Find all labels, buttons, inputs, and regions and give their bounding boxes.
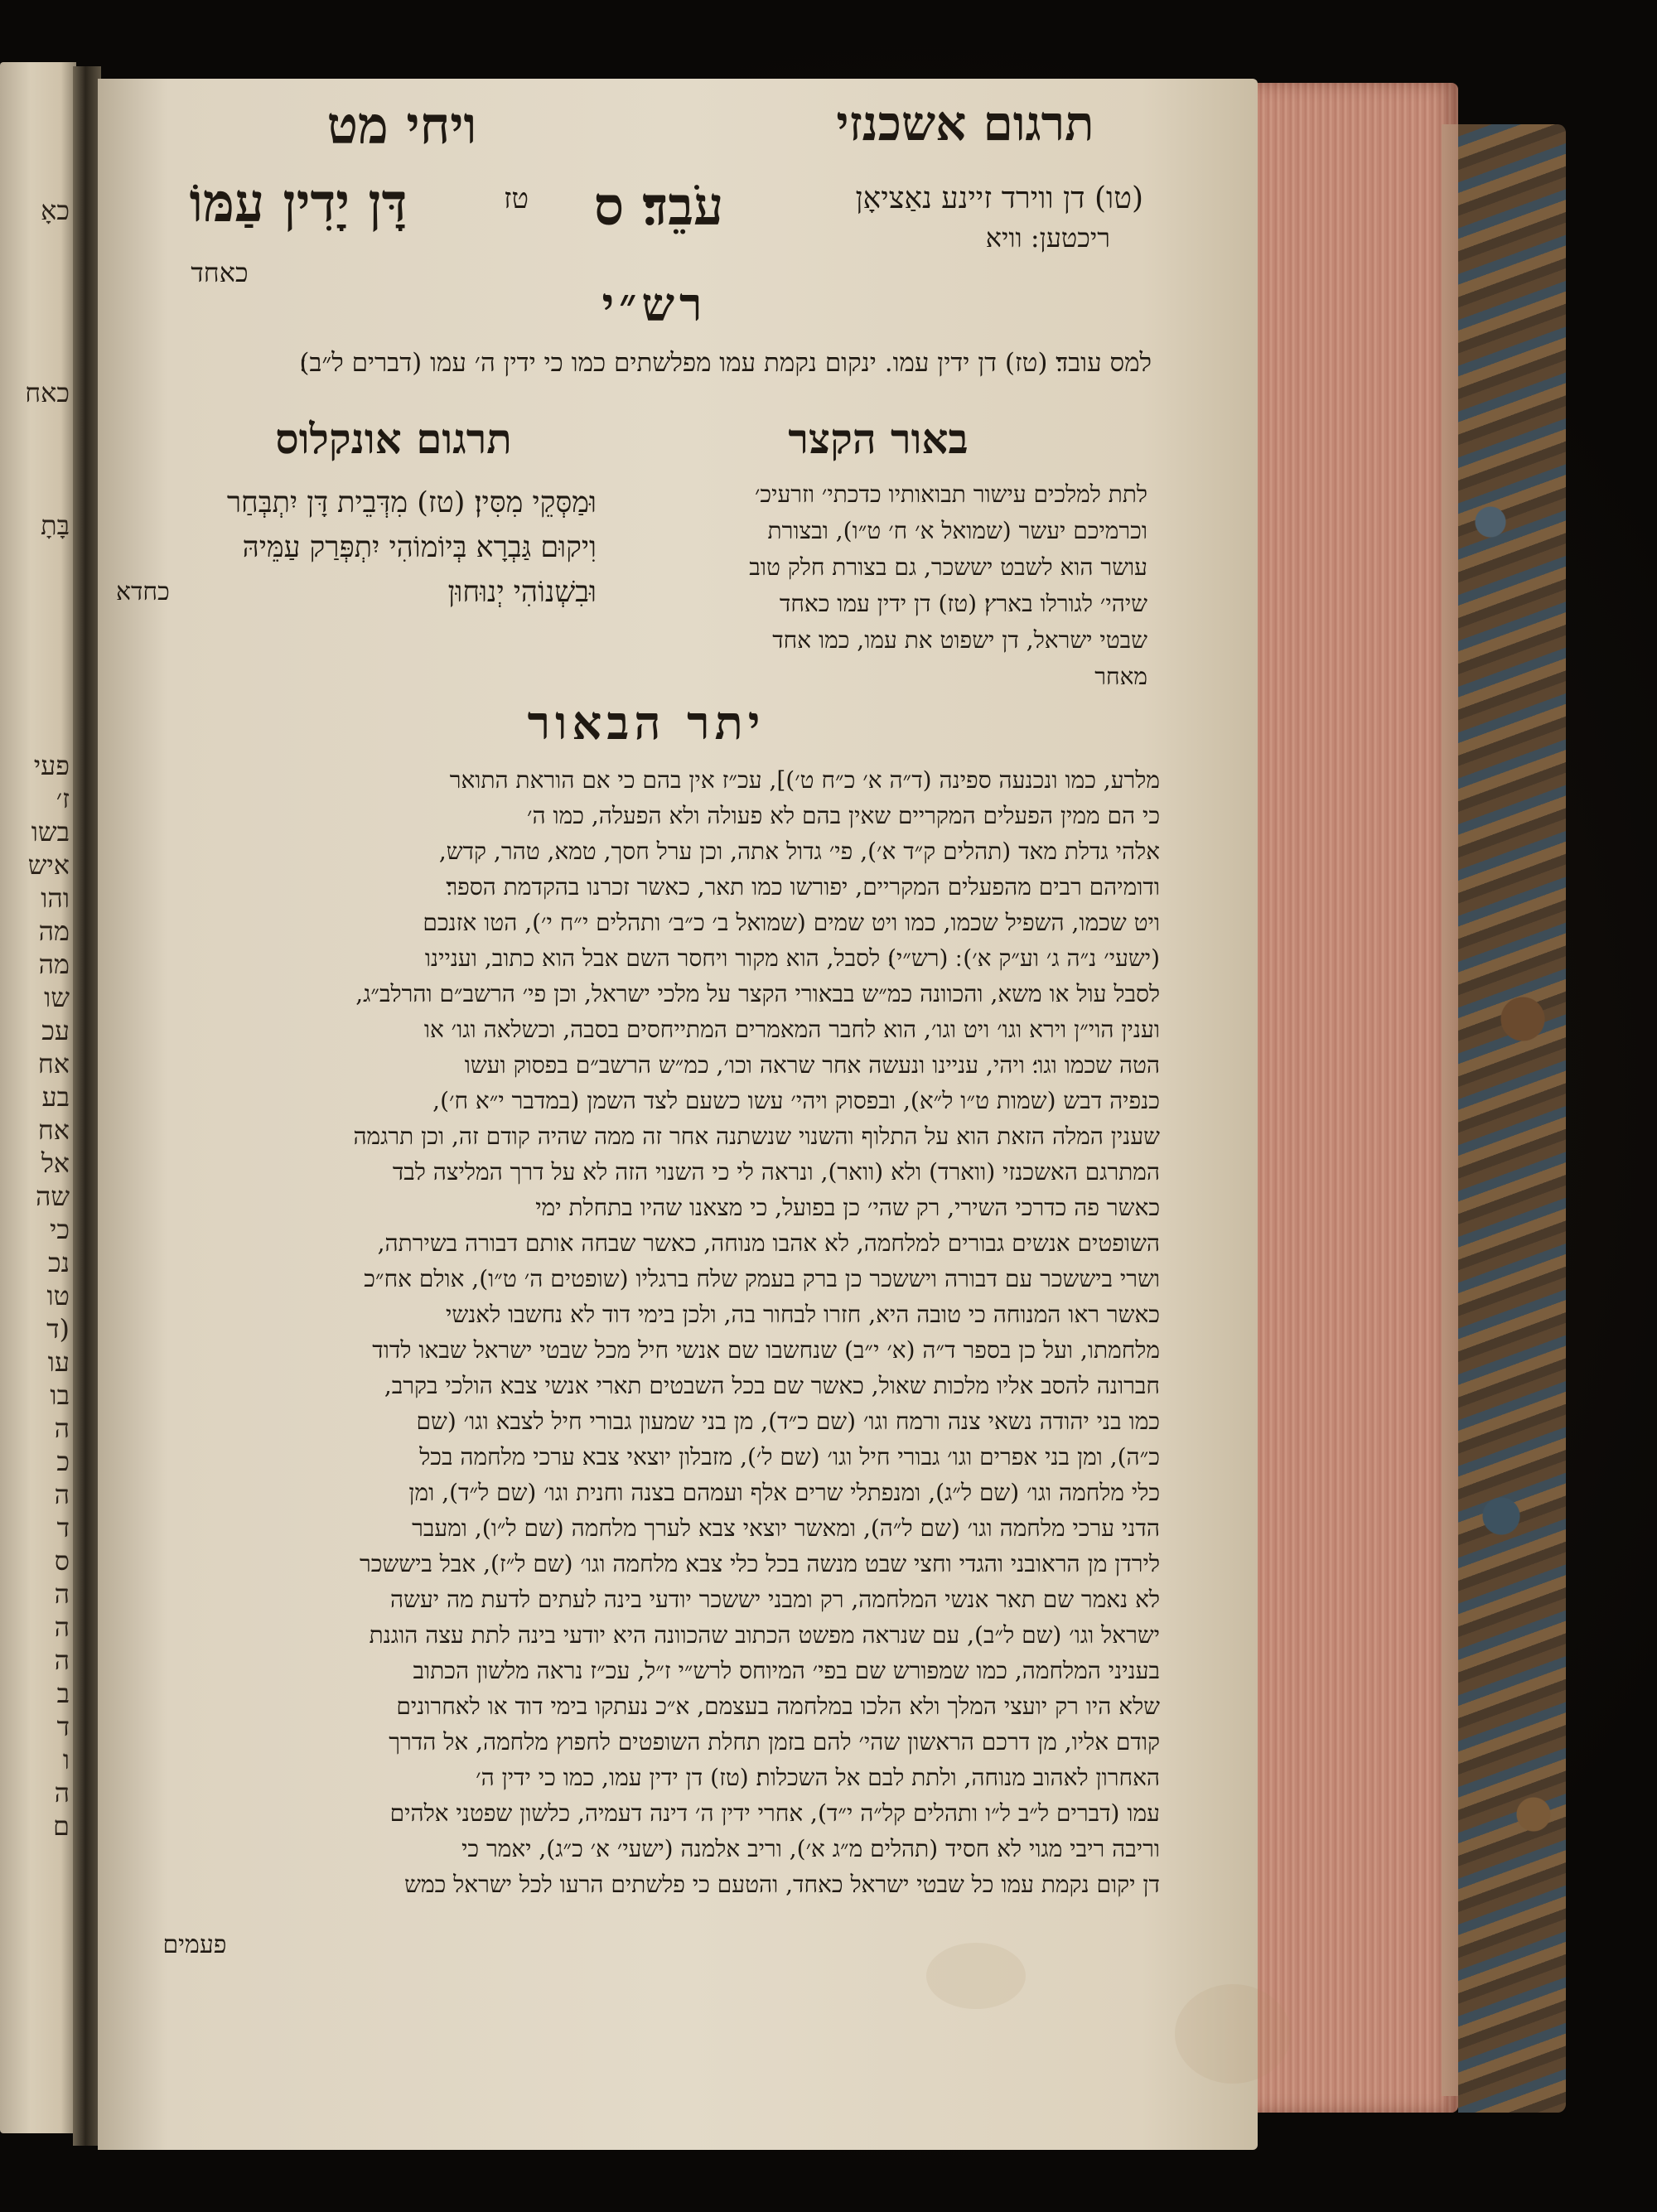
yeter-habiur-line: מלרע, כמו ונכנעה ספינה (ד״ה א׳ כ״ח ט׳)], עכ״ז אין בהם כי אם הוראת התואר — [449, 766, 1160, 794]
left-page-text-fragment: ה — [54, 1578, 70, 1610]
left-page-text-fragment: איש — [27, 849, 70, 881]
biur-katzar-line: שיהי׳ לגורלו בארץ׃ (טז) דן ידין עמו כאחד — [779, 590, 1147, 617]
targum-line-1: וּמַסְּקֵי מִסִּין׃ (טז) מִדְּבֵית דָּן יִתְבְּחַר — [226, 486, 597, 519]
left-page-text-fragment: טו — [46, 1280, 70, 1311]
left-page-text-fragment: ם — [53, 1810, 70, 1842]
yeter-habiur-line: כ״ה), ומן בני אפרים וגו׳ גבורי חיל וגו׳ (שם ל׳), מזבלון יוצאי צבא ערכי מלחמה בכל — [419, 1443, 1160, 1471]
left-page-text-fragment: ב — [56, 1678, 70, 1709]
left-page-text-fragment: ה — [54, 1777, 70, 1809]
verse-hebrew-end: עֹבֵד׃ ס — [593, 176, 724, 238]
left-page-text-fragment: אח — [37, 1048, 70, 1079]
yeter-habiur-line: קודם אליו, מן דרכם הראשון שהי׳ להם בזמן תחלת השופטים לחפוץ מלחמה, אל הדרך — [389, 1728, 1160, 1756]
paper-stain — [926, 1943, 1026, 2009]
left-page-text-fragment: אל — [41, 1147, 70, 1179]
yeter-habiur-line: כמו בני יהודה נשאי צנה ורמח וגו׳ (שם כ״ד), מן בני שמעון גבורי חיל לצבא וגו׳ (שם — [416, 1408, 1160, 1435]
left-page-text-fragment: ד — [56, 1512, 70, 1543]
left-page — [0, 62, 76, 2133]
left-page-text-fragment: שו — [44, 982, 70, 1013]
biur-katzar-line: עושר הוא לשבט יששכר, גם בצורת חלק טוב — [749, 553, 1147, 581]
left-page-text-fragment: עכ — [41, 1015, 70, 1046]
yeter-habiur-line: כנפיה דבש (שמות ט״ו ל״א), ובפסוק ויהי׳ עשו כשעם לצד השמן (במדבר י״א ח׳), — [432, 1087, 1160, 1114]
biur-katzar-line: לתת למלכים עישור תבואותיו כדכתי׳ וזרעיכ׳ — [754, 481, 1147, 508]
left-page-text-fragment: עו — [47, 1346, 70, 1378]
yeter-habiur-line: ושרי ביששכר עם דבורה ויששכר כן ברק בעמק שלח ברגליו (שופטים ה׳ ט״ו), אולם אח״כ — [364, 1265, 1160, 1292]
left-page-text-fragment: והו — [41, 882, 70, 914]
targum-onkelos-text — [116, 481, 597, 615]
yeter-habiur-text — [112, 762, 1160, 1902]
left-page-text-fragment: אח — [37, 1114, 70, 1146]
left-page-text-fragment: מה — [38, 949, 70, 980]
left-page-text-fragment: ה — [54, 1611, 70, 1643]
yeter-habiur-line: כי הם ממין הפעלים המקריים שאין בהם לא פעולה ולא הפעלה, כמו ה׳ — [527, 802, 1160, 829]
yeter-habiur-line: ישראל וגו׳ (שם ל״ב), עם שנראה מפשט הכתוב שהכוונה היא יודעי בינה לתת עצה הוגנת — [369, 1621, 1160, 1649]
yeter-habiur-line: (ישעי׳ נ״ה ג׳ וע״ק א׳) ׃ (רש״י)׃ לסבל, הוא מקור ויחסר השם אבל הוא כתוב, ועניינו — [424, 944, 1160, 972]
left-page-text-fragment: ז׳ — [56, 783, 70, 814]
yeter-habiur-line: לסבל עול או משא, והכוונה כמ״ש בבאורי הקצר על מלכי ישראל, וכן פי׳ הרשב״ם והרלב״ג, — [355, 980, 1160, 1007]
yeter-habiur-line: אלהי גדלת מאד (תהלים ק״ד א׳), פי׳ גדול אתה, וכן ערל חסך, טמא, טהר, קדש, — [438, 838, 1160, 865]
paper-stain — [1175, 1984, 1291, 2084]
biur-katzar-title: באור הקצר — [788, 414, 969, 463]
left-page-text-fragment: פעי — [33, 750, 70, 781]
catchword-bottom: פעמים — [162, 1930, 227, 1959]
left-page-text-fragment: ד — [56, 1711, 70, 1742]
running-header-right: תרגום אשכנזי — [836, 95, 1094, 152]
yeter-habiur-line: ויט שכמו, השפיל שכמו, כמו ויט שמים (שמואל ב׳ כ״ב׳ ותהלים י״ח י׳), הטו אזנכם — [423, 909, 1160, 936]
german-translation-line-1: (טו) דן ווירד זיינע נאַציאָן — [855, 181, 1143, 215]
yeter-habiur-line: השופטים אנשים גבורים למלחמה, לא אהבו מנוחה, כאשר שבחה אותם דבורה בשירתה, — [377, 1229, 1160, 1257]
yeter-habiur-line: שענין המלה הזאת הוא על התלוף והשנוי שנשתנה אחר זה ממה שהיה קודם זה, וכן תרגמה — [353, 1123, 1160, 1150]
left-page-text-fragment: (ד — [46, 1313, 70, 1345]
left-page-text-fragment: ה — [54, 1479, 70, 1510]
yeter-habiur-line: ודומיהם רבים מהפעלים המקריים, יפורשו כמו תאר, כאשר זכרנו בהקדמת הספר׃ — [446, 873, 1160, 901]
running-header-left: ויחי מט — [326, 95, 477, 156]
page-fore-edge — [1251, 83, 1458, 2113]
marbled-cover — [1458, 124, 1566, 2113]
yeter-habiur-line: חברונה להסב אליו מלכות שאול, כאשר שם בכל השבטים תארי אנשי צבא הולכי בקרב, — [384, 1372, 1160, 1399]
yeter-habiur-line: הדני ערכי מלחמה וגו׳ (שם ל״ה), ומאשר יוצאי צבא לערך מלחמה (שם ל״ו), ומעבר — [412, 1514, 1160, 1542]
left-page-text-fragment: נכ — [47, 1247, 70, 1278]
yeter-habiur-line: וענין הוי״ן וירא וגו׳ ויט וגו׳, הוא לחבר המאמרים המתייחסים בסבה, וכשלאה וגו׳ או — [423, 1016, 1160, 1043]
rashi-text: למס עובד׃ (טז) דן ידין עמו. ינקום נקמת עמו מפלשתים כמו כי ידין ה׳ עמו (דברים ל״ב)׃ — [299, 348, 1152, 378]
left-page-text-fragment: בו — [50, 1379, 70, 1411]
biur-katzar-text — [617, 476, 1147, 695]
left-page-text-fragment: ה — [54, 1645, 70, 1676]
targum-catchword: כחדא — [116, 577, 170, 606]
targum-line-2: וִיקוּם גַּבְרָא בְּיוֹמוֹהִי יִתְפְּרַק עַמֵּיהּ — [242, 531, 597, 564]
verse-hebrew-next: דָּן יָדִין עַמּוֹ — [189, 172, 408, 234]
left-page-text-fragment: ס — [54, 1545, 70, 1577]
yeter-habiur-line: בעניני המלחמה, כמו שמפורש שם בפי׳ המיוחס לרש״י ז״ל, עכ״ז נראה מלשון הכתוב — [413, 1657, 1160, 1684]
targum-line-3: וּבִשְׁנוֹהִי יְנוּחוּן — [447, 576, 597, 609]
yeter-habiur-line: עמו (דברים ל״ב ל״ו ותהלים קל״ה י״ד), אחרי ידין ה׳ דינה דעמיה, כלשון שפטני אלהים — [389, 1799, 1160, 1827]
biur-katzar-line: שבטי ישראל, דן ישפוט את עמו, כמו אחד — [772, 626, 1147, 654]
yeter-habiur-line: כאשר ראו המנוחה כי טובה היא, חזרו לבחור בה, ולכן בימי דוד לא נחשבו לאנשי — [446, 1301, 1160, 1328]
yeter-habiur-line: מלחמתו, ועל כן בספר ד״ה (א׳ י״ב) שנחשבו שם אנשי חיל מכל שבטי ישראל שבאו לדוד — [372, 1336, 1160, 1364]
yeter-habiur-line: לירדן מן הראובני והגדי וחצי שבט מנשה בכל כלי צבא מלחמה וגו׳ (שם ל״ז), אבל ביששכר — [359, 1550, 1160, 1577]
yeter-habiur-line: לא נאמר שם תאר אנשי המלחמה, רק ומבני יששכר יודעי בינה לעתים לדעת מה יעשה — [390, 1586, 1160, 1613]
verse-number: טז — [503, 182, 529, 215]
german-translation-line-2: ריכטען: וויא — [985, 222, 1110, 254]
yeter-habiur-line: הטה שכמו וגו׳׃ ויהי, עניינו ונעשה אחר שראה וכו׳, כמ״ש הרשב״ם בפסוק ועשו — [464, 1051, 1160, 1079]
biur-katzar-line: וכרמיכם יעשר (שמואל א׳ ח׳ ט״ו), ובצורת — [767, 517, 1147, 544]
left-page-text-fragment: כי — [49, 1214, 70, 1245]
yeter-habiur-line: שלא היו רק יועצי המלך ולא הלכו במלחמה בעצמם, א״כ נעתקו בימי דוד או לאחרונים — [396, 1693, 1160, 1720]
yeter-habiur-line: כלי מלחמה וגו׳ (שם ל״ג), ומנפתלי שרים אלף ועמהם בצנה וחנית וגו׳ (שם ל״ד), ומן — [408, 1479, 1160, 1506]
targum-onkelos-title: תרגום אונקלוס — [275, 414, 512, 463]
left-page-text-fragment: בשו — [31, 816, 70, 848]
catchword-top: כאחד — [191, 257, 249, 288]
left-page-text-fragment: כאח — [25, 377, 70, 408]
left-page-text-fragment: בע — [41, 1081, 70, 1113]
left-page-text-fragment: מה — [38, 915, 70, 947]
yeter-habiur-line: המתרגם האשכנזי (ווארד) ולא (וואר), ונראה לי כי השנוי הזה לא על דרך המליצה לבד — [392, 1158, 1160, 1186]
left-page-text-fragment: שה — [35, 1181, 70, 1212]
book-gutter — [73, 66, 101, 2146]
left-page-text-fragment: ו — [62, 1744, 70, 1775]
left-page-text-fragment: כאָ — [41, 195, 70, 226]
left-page-text-fragment: בָּתָ — [41, 510, 70, 541]
yeter-habiur-line: דן יקום נקמת עמו כל שבטי ישראל כאחד, והטעם כי פלשתים הרעו לכל ישראל כמש — [404, 1871, 1160, 1898]
yeter-habiur-line: וריבה ריבי מגוי לא חסיד (תהלים מ״ג א׳), וריב אלמנה (ישעי׳ א׳ כ״ג), יאמר כי — [461, 1835, 1160, 1862]
yeter-habiur-line: האחרון לאהוב מנוחה, ולתת לבם אל השכלות׃ (טז) דן ידין עמו, כמו כי ידין ה׳ — [476, 1764, 1160, 1791]
rashi-title: רש״י — [601, 278, 708, 332]
yeter-habiur-line: כאשר פה כדרכי השירי, רק שהי׳ כן בפועל, כי מצאנו שהיו בתחלת ימי — [535, 1194, 1160, 1221]
left-page-text-fragment: כ — [56, 1446, 70, 1477]
yeter-habiur-title: יתר הבאור — [527, 696, 766, 751]
left-page-text-fragment: ה — [54, 1413, 70, 1444]
biur-katzar-line: מאחר — [1094, 663, 1147, 690]
